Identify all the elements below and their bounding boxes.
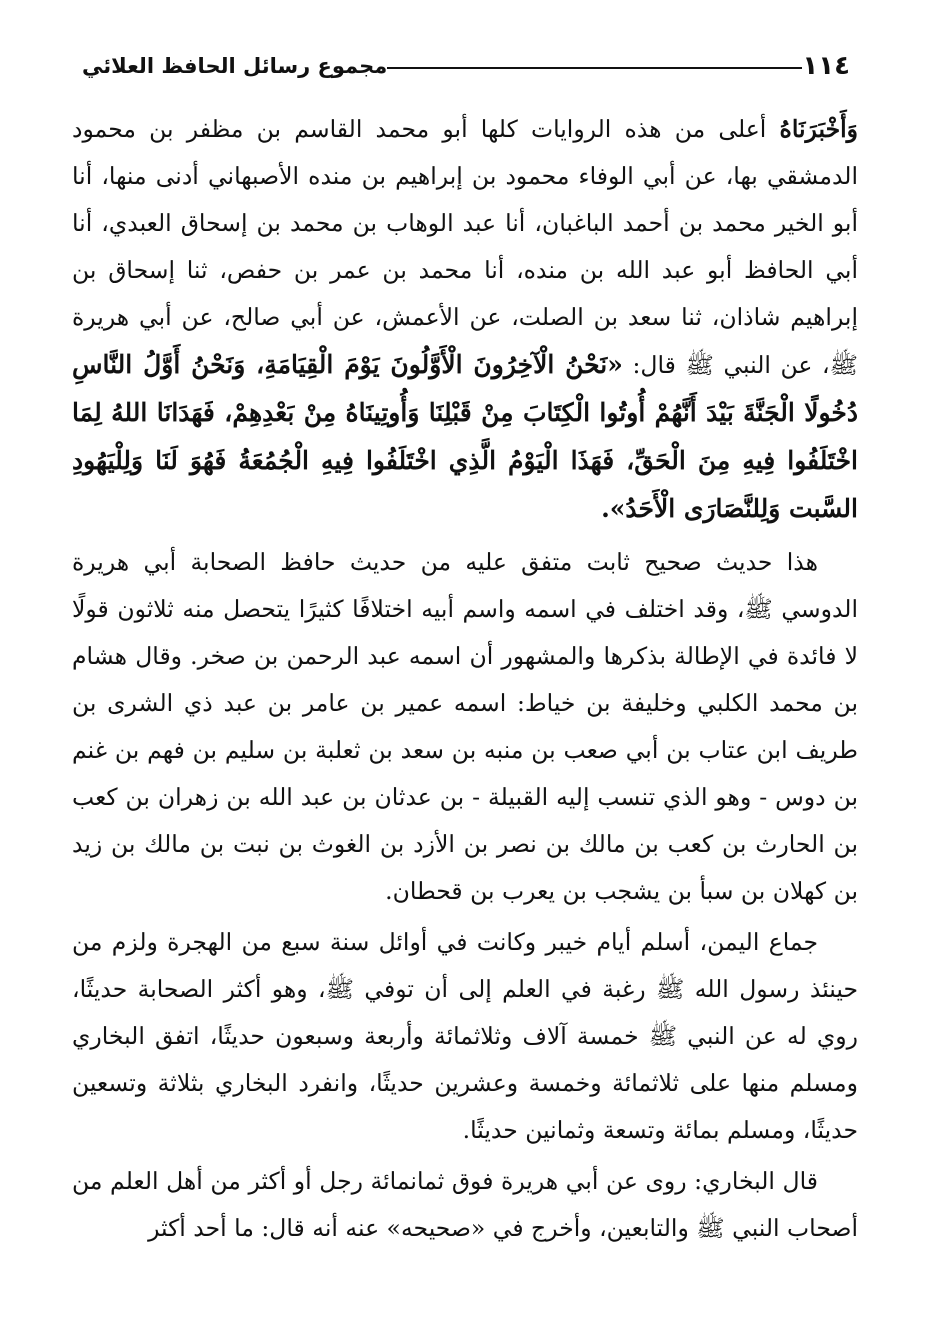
book-page	[72, 40, 858, 1310]
paragraph-lead-word: وَأَخْبَرَنَاهُ	[779, 115, 858, 143]
hadith-paragraph	[72, 106, 858, 533]
page-number: ١١٤	[802, 51, 850, 81]
header-rule	[387, 67, 802, 69]
running-title: مجموع رسائل الحافظ العلائي	[82, 54, 388, 78]
body-text	[72, 106, 858, 1252]
commentary-paragraph-3: قال البخاري: روى عن أبي هريرة فوق ثمانمائة رجل أو أكثر من أهل العلم من أصحاب النبي ﷺ والتابعين، وأخرج في «صحيحه» عنه أنه قال: ما أحد أكثر	[72, 1167, 858, 1242]
hadith-text: «نَحْنُ الْآخِرُونَ الْأَوَّلُونَ يَوْمَ الْقِيَامَةِ، وَنَحْنُ أَوَّلُ النَّاسِ دُخُولًا الْجَنَّةَ بَيْدَ أَنَّهُمْ أُوتُوا الْكِتَابَ مِنْ قَبْلِنَا وَأُوتِينَاهُ مِنْ بَعْدِهِمْ، فَهَدَانَا اللهُ لِمَا اخْتَلَفُوا فِيهِ مِنَ الْحَقِّ، فَهَذَا الْيَوْمُ الَّذِي اخْتَلَفُوا فِيهِ الْجُمُعَةُ فَهُوَ لَنَا وَلِلْيَهُودِ السَّبت وَلِلنَّصَارَى الْأَحَدُ».	[72, 350, 858, 523]
isnad-text: أعلى من هذه الروايات كلها أبو محمد القاسم بن مظفر بن محمود الدمشقي بها، عن أبي الوفاء محمود بن إبراهيم بن منده الأصبهاني أدنى منها، أنا أبو الخير محمد بن أحمد الباغبان، أنا عبد الوهاب بن محمد بن إسحاق العبدي، أنا أبي الحافظ أبو عبد الله بن منده، أنا محمد بن عمر بن حفص، ثنا إسحاق بن إبراهيم شاذان، ثنا سعد بن الصلت، عن الأعمش، عن أبي صالح، عن أبي هريرة ﷺ، عن النبي ﷺ قال:	[72, 115, 859, 379]
commentary-paragraph-1: هذا حديث صحيح ثابت متفق عليه من حديث حافظ الصحابة أبي هريرة الدوسي ﷺ، وقد اختلف في اسمه واسم أبيه اختلافًا كثيرًا يتحصل منه ثلاثون قولًا لا فائدة في الإطالة بذكرها والمشهور أن اسمه عبد الرحمن بن صخر. وقال هشام بن محمد الكلبي وخليفة بن خياط: اسمه عمير بن عامر بن عبد ذي الشرى بن طريف ابن عتاب بن أبي صعب بن منبه بن سعد بن ثعلبة بن سليم بن فهم بن غنم بن دوس - وهو الذي تنسب إليه القبيلة - بن عدثان بن عبد الله بن زهران بن كعب بن الحارث بن كعب بن مالك بن نصر بن الأزد بن الغوث بن نبت بن مالك بن زيد بن كهلان بن سبأ بن يشجب بن يعرب بن قحطان.	[72, 548, 858, 905]
page-header	[72, 40, 858, 92]
commentary-paragraph-2: جماع اليمن، أسلم أيام خيبر وكانت في أوائل سنة سبع من الهجرة ولزم من حينئذ رسول الله ﷺ رغبة في العلم إلى أن توفي ﷺ، وهو أكثر الصحابة حديثًا، روي له عن النبي ﷺ خمسة آلاف وثلاثمائة وأربعة وسبعون حديثًا، اتفق البخاري ومسلم منها على ثلاثمائة وخمسة وعشرين حديثًا، وانفرد البخاري بثلاثة وتسعين حديثًا، ومسلم بمائة وتسعة وثمانين حديثًا.	[72, 928, 858, 1144]
